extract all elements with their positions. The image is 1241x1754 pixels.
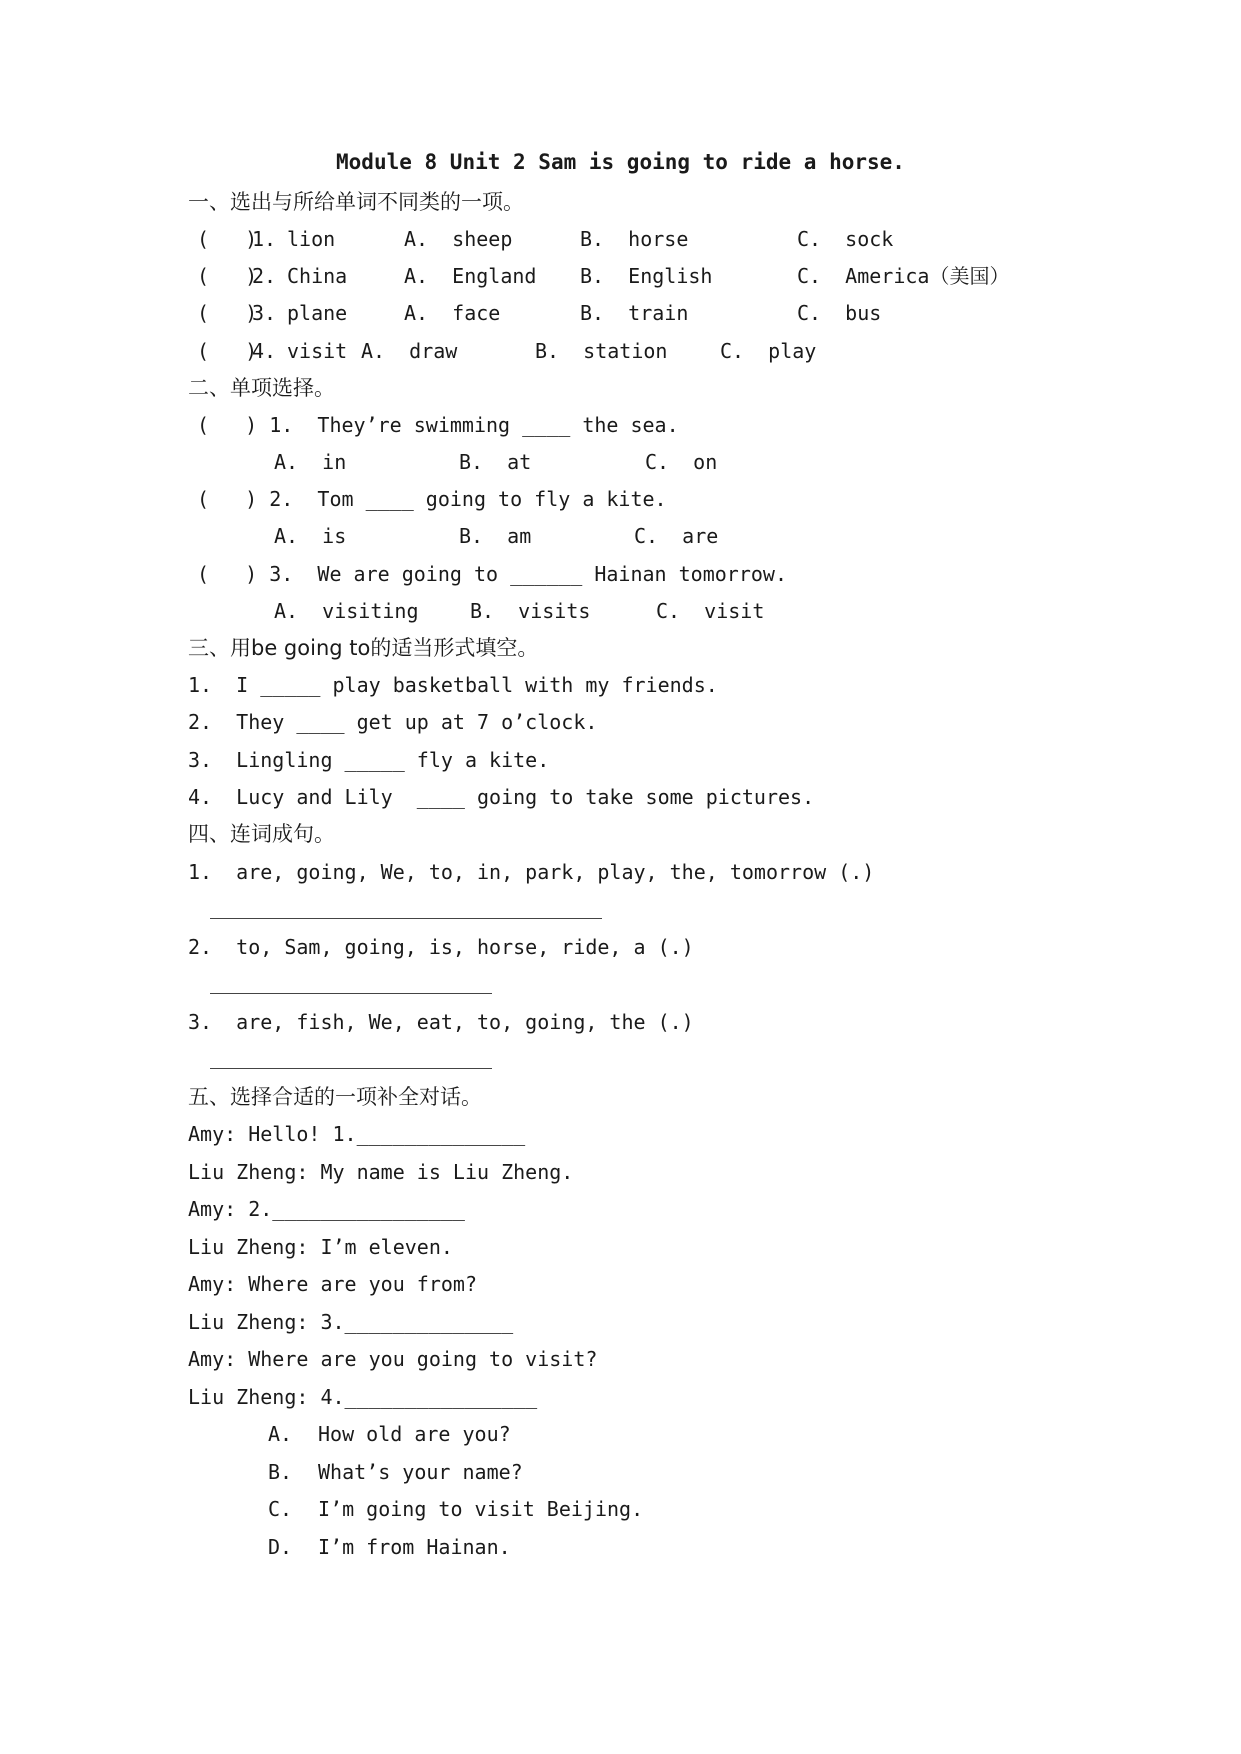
option-text: What’s your name? <box>318 1460 523 1484</box>
dialogue-line-3: Amy: 2.________________ <box>188 1197 465 1221</box>
section3-item-1: 1. I _____ play basketball with my friends. <box>188 673 718 697</box>
answer-bracket[interactable]: ( ) <box>197 301 258 325</box>
section2-q3-option-a: A. visiting <box>274 599 419 623</box>
option-text: I’m going to visit Beijing. <box>318 1497 644 1521</box>
item-number: 3. <box>252 301 277 325</box>
dialogue-line-4: Liu Zheng: I’m eleven. <box>188 1235 453 1259</box>
option-letter: B. <box>268 1460 293 1484</box>
section3-heading: 三、用be going to的适当形式填空。 <box>188 636 539 660</box>
dialogue-line-6: Liu Zheng: 3.______________ <box>188 1310 514 1334</box>
item-number: 4. <box>252 339 277 363</box>
dialogue-line-7: Amy: Where are you going to visit? <box>188 1347 598 1371</box>
section3-item-3: 3. Lingling _____ fly a kite. <box>188 748 550 772</box>
option-a: A. England <box>404 264 537 288</box>
option-b: B. train <box>580 301 689 325</box>
section2-question-3: ( ) 3. We are going to ______ Hainan tomorrow. <box>197 562 788 586</box>
option-letter: A. <box>268 1422 293 1446</box>
section5-heading: 五、选择合适的一项补全对话。 <box>188 1085 482 1109</box>
given-word: China <box>287 264 348 288</box>
section3-item-2: 2. They ____ get up at 7 o’clock. <box>188 710 598 734</box>
given-word: lion <box>287 227 336 251</box>
section2-q1-option-c: C. on <box>645 450 718 474</box>
section2-question-1: ( ) 1. They’re swimming ____ the sea. <box>197 413 679 437</box>
section2-q2-option-b: B. am <box>459 524 532 548</box>
section1-heading: 一、选出与所给单词不同类的一项。 <box>188 190 524 214</box>
section4-heading: 四、连词成句。 <box>188 822 335 846</box>
option-a: A. face <box>404 301 501 325</box>
section2-q1-option-b: B. at <box>459 450 532 474</box>
answer-line-2[interactable] <box>210 993 492 994</box>
option-a: A. draw <box>361 339 458 363</box>
answer-line-1[interactable] <box>210 918 602 919</box>
section2-question-2: ( ) 2. Tom ____ going to fly a kite. <box>197 487 667 511</box>
answer-line-3[interactable] <box>210 1068 492 1069</box>
section2-q1-option-a: A. in <box>274 450 347 474</box>
answer-bracket[interactable]: ( ) <box>197 227 258 251</box>
option-c: C. bus <box>797 301 882 325</box>
section4-item-3: 3. are, fish, We, eat, to, going, the (.) <box>188 1010 694 1034</box>
section4-item-2: 2. to, Sam, going, is, horse, ride, a (.) <box>188 935 694 959</box>
section2-q3-option-c: C. visit <box>656 599 765 623</box>
item-number: 2. <box>252 264 277 288</box>
item-number: 1. <box>252 227 277 251</box>
option-letter: D. <box>268 1535 293 1559</box>
option-b: B. horse <box>580 227 689 251</box>
dialogue-line-5: Amy: Where are you from? <box>188 1272 477 1296</box>
section2-q2-option-a: A. is <box>274 524 347 548</box>
section2-q3-option-b: B. visits <box>470 599 591 623</box>
dialogue-line-1: Amy: Hello! 1.______________ <box>188 1122 526 1146</box>
answer-bracket[interactable]: ( ) <box>197 264 258 288</box>
section3-item-4: 4. Lucy and Lily ____ going to take some pictures. <box>188 785 815 809</box>
option-c: C. play <box>720 339 817 363</box>
option-text: I’m from Hainan. <box>318 1535 511 1559</box>
page-title: Module 8 Unit 2 Sam is going to ride a horse. <box>336 150 905 174</box>
section2-heading: 二、单项选择。 <box>188 376 335 400</box>
option-b: B. English <box>580 264 713 288</box>
option-text: How old are you? <box>318 1422 511 1446</box>
section4-item-1: 1. are, going, We, to, in, park, play, the, tomorrow (.) <box>188 860 875 884</box>
given-word: visit <box>287 339 348 363</box>
option-b: B. station <box>535 339 668 363</box>
dialogue-line-8: Liu Zheng: 4.________________ <box>188 1385 538 1409</box>
option-a: A. sheep <box>404 227 513 251</box>
dialogue-line-2: Liu Zheng: My name is Liu Zheng. <box>188 1160 574 1184</box>
option-letter: C. <box>268 1497 293 1521</box>
option-c: C. sock <box>797 227 894 251</box>
section2-q2-option-c: C. are <box>634 524 719 548</box>
given-word: plane <box>287 301 348 325</box>
answer-bracket[interactable]: ( ) <box>197 339 258 363</box>
option-c: C. America（美国） <box>797 264 1010 288</box>
